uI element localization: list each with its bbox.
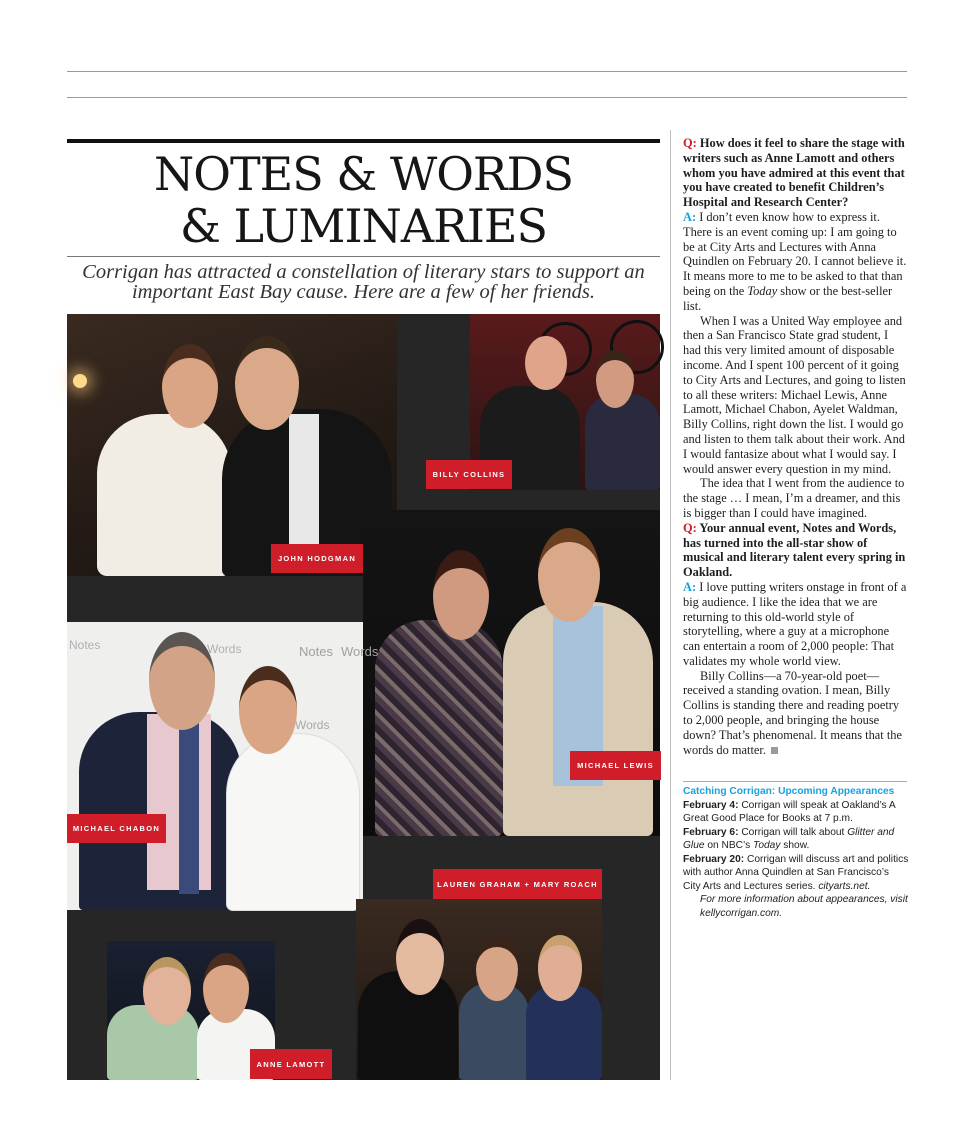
more-info: For more information about appearances, visit kellycorrigan.com. — [700, 894, 908, 919]
headline-bar — [67, 139, 660, 143]
appearance-text: Corrigan will talk about — [738, 826, 848, 838]
answer-2-text: I love putting writers onstage in front of a big audience. I like the idea that we are returning to this old-world style of storytelling, where a guy at a microphone can entertain a room of 2,000 people: That validates my whole world view. — [683, 579, 907, 668]
answer-1 — [683, 210, 909, 314]
photo-collage — [67, 314, 660, 1080]
answer-2 — [683, 580, 909, 669]
backdrop-text: Notes — [299, 644, 333, 659]
question-1 — [683, 136, 909, 210]
caption-michael-chabon: MICHAEL CHABON — [67, 814, 166, 843]
photo-michael-lewis — [363, 510, 660, 836]
woman-head-3 — [433, 550, 489, 640]
top-rule-1 — [67, 71, 907, 72]
cityarts-link[interactable]: cityarts.net. — [818, 880, 871, 892]
appearance-text: Corrigan will speak at Oakland’s A Great Good Place for Books at 7 p.m. — [683, 799, 896, 824]
woman-figure-2 — [585, 394, 660, 490]
dek: Corrigan has attracted a constellation of literary stars to support an important East Bay cause. Here are a few of her friends. — [82, 261, 645, 303]
appearance-text: show. — [780, 840, 810, 851]
caption-michael-lewis: MICHAEL LEWIS — [570, 751, 661, 780]
woman-dress — [375, 620, 503, 836]
mary-roach-head — [476, 937, 518, 1001]
woman-figure — [97, 414, 232, 576]
paragraph-5 — [683, 669, 909, 758]
man-head-3 — [538, 528, 600, 622]
caption-anne-lamott: ANNE LAMOTT — [250, 1049, 332, 1079]
appearances-sidebar — [683, 785, 909, 920]
question-2-text: Your annual event, Notes and Words, has turned into the all-star show of musical and literary talent every spring in Oakland. — [683, 520, 906, 580]
woman-head-2 — [596, 350, 634, 408]
woman-head — [162, 344, 218, 428]
appearance-date: February 6: — [683, 826, 739, 838]
appearance-item — [683, 826, 909, 853]
woman-head-4 — [239, 666, 297, 754]
lamp-light — [73, 374, 87, 388]
chabon-tie — [179, 722, 199, 894]
caption-john-hodgman: JOHN HODGMAN — [271, 544, 363, 573]
page-title — [67, 148, 660, 252]
appearance-date: February 20: — [683, 853, 745, 865]
show-title: Today — [753, 840, 781, 851]
corrigan-head — [203, 953, 249, 1023]
appearance-text: Corrigan will discuss art and politics with author Anna Quindlen at San Francisco’s City Arts and Lectures series. — [683, 853, 909, 892]
book-title: Glitter and Glue — [683, 826, 895, 851]
appearance-text: on NBC’s — [704, 840, 754, 851]
backdrop-text: Words — [341, 644, 379, 659]
woman-blouse — [227, 734, 359, 910]
paragraph-5-text: Billy Collins—a 70-year-old poet—received a standing ovation. I mean, Billy Collins is standing there and reading poetry to 2,000 people, and bringing the house down? That’s phenomenal. It means that the words do matter. — [683, 668, 902, 757]
photo-michael-chabon — [67, 622, 379, 910]
question-2 — [683, 521, 909, 580]
man-head — [235, 336, 299, 430]
column-divider — [670, 130, 671, 1080]
caption-billy-collins: BILLY COLLINS — [426, 460, 512, 489]
backdrop-text: Notes — [69, 638, 101, 652]
anne-head — [143, 957, 191, 1025]
appearance-date: February 4: — [683, 799, 739, 811]
chabon-head — [149, 632, 215, 730]
end-mark-icon — [771, 747, 778, 754]
top-rule-2 — [67, 97, 907, 98]
sidebar-rule — [683, 781, 907, 782]
billy-head — [525, 336, 567, 390]
qa-article — [683, 136, 909, 757]
answer-1-text-end: show or the best-seller list. — [683, 283, 893, 313]
caption-lauren-graham-mary-roach: LAUREN GRAHAM + MARY ROACH — [433, 869, 602, 899]
answer-1-text: I don’t even know how to express it. There is an event coming up: I am going to be at City Arts and Lectures with Anna Quindlen on February 20. I cannot believe it. It means more to me to be asked to that than being on the — [683, 209, 907, 298]
a-marker: A: — [683, 209, 697, 224]
paragraph-2: When I was a United Way employee and then a San Francisco State grad student, I had this very limited amount of disposable income. And I spent 100 percent of it going to City Arts and Lectures, and going to listen to all these writers: Michael Lewis, Anne Lamott, Michael Chabon, Ayelet Waldman, Billy Collins, right down the list. I would go and listen to them talk about their work. And I would fantasize about what I would say. I would answer every question in my mind. — [683, 313, 906, 476]
title-line-2: & LUMINARIES — [179, 199, 547, 253]
backdrop-text: Words — [207, 642, 242, 656]
lauren-head — [396, 919, 444, 995]
q-marker: Q: — [683, 520, 697, 535]
title-line-1: NOTES & WORDS — [154, 147, 573, 201]
appearance-item — [683, 799, 909, 826]
man-shirt — [289, 414, 319, 564]
today-show-italic: Today — [747, 283, 778, 298]
photo-john-hodgman — [67, 314, 397, 576]
backdrop-text: Words — [295, 718, 330, 732]
dek-rule — [67, 256, 660, 257]
third-woman-head — [538, 935, 582, 1001]
photo-lauren-graham-mary-roach — [356, 899, 602, 1080]
q-marker: Q: — [683, 136, 697, 150]
sidebar-title: Catching Corrigan: Upcoming Appearances — [683, 786, 895, 797]
question-1-text: How does it feel to share the stage with writers such as Anne Lamott and others whom you have admired at this event that you have created to benefit Children’s Hospital and Research Center? — [683, 136, 905, 210]
paragraph-3: The idea that I went from the audience to the stage … I mean, I’m a dreamer, and this is bigger than I could have imagined. — [683, 476, 905, 520]
a-marker: A: — [683, 579, 697, 594]
appearance-item — [683, 853, 909, 894]
